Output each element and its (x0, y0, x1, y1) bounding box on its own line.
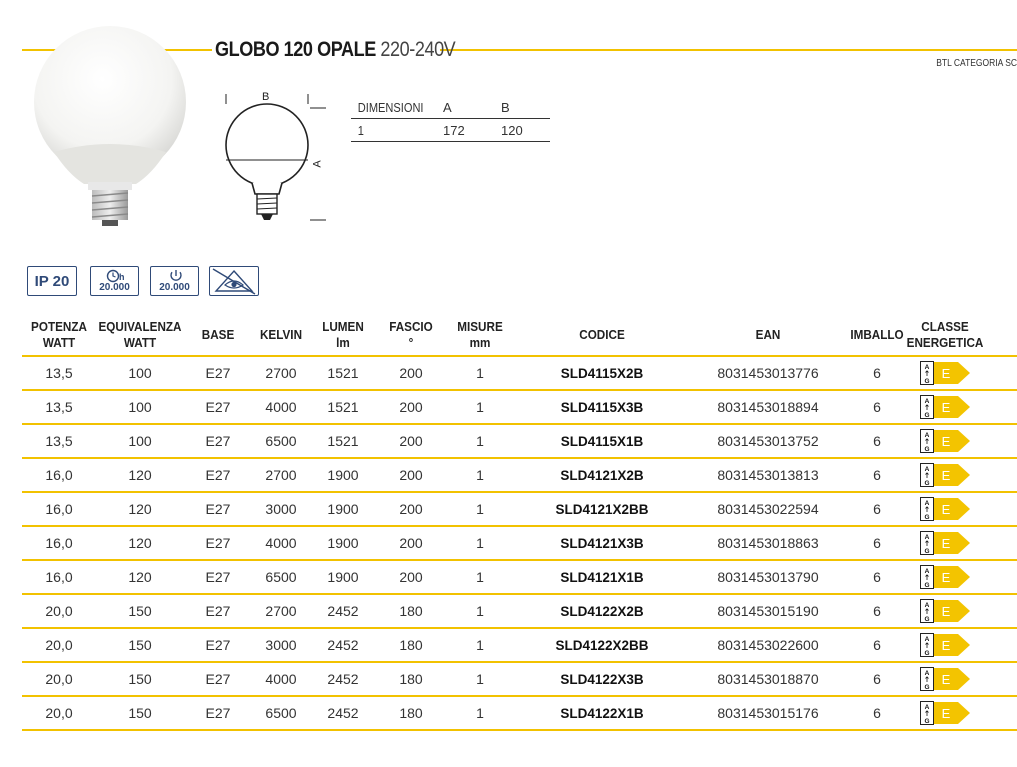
table-row (22, 627, 1017, 661)
codice-cell: SLD4121X2B (560, 467, 644, 483)
header-rule-right (440, 49, 1017, 51)
lumen-cell: 1521 (327, 365, 359, 381)
energy-scale-top: A (924, 466, 930, 473)
table-row (22, 491, 1017, 525)
svg-text:h: h (119, 272, 125, 282)
energy-scale-top: A (924, 568, 930, 575)
energy-class-label (920, 531, 972, 555)
energy-scale-bottom: G (924, 412, 930, 419)
energy-scale-bottom: G (924, 548, 930, 555)
misure-cell: 1 (476, 535, 484, 551)
misure-cell: 1 (476, 671, 484, 687)
kelvin-cell: 6500 (265, 569, 297, 585)
lumen-cell: 1521 (327, 399, 359, 415)
codice-cell: SLD4122X2BB (555, 637, 649, 653)
energy-scale-bottom: G (924, 616, 930, 623)
base-cell: E27 (205, 603, 231, 619)
fascio-cell: 200 (399, 501, 423, 517)
energy-scale-top: A (924, 534, 930, 541)
kelvin-cell: 2700 (265, 365, 297, 381)
potenza-cell: 16,0 (45, 569, 73, 585)
bulb-outline-icon (222, 90, 332, 225)
codice-cell: SLD4115X3B (560, 399, 644, 415)
imballo-cell: 6 (873, 637, 881, 653)
energy-scale-bottom: G (924, 718, 930, 725)
codice-cell: SLD4121X1B (560, 569, 644, 585)
energy-scale-bottom: G (924, 378, 930, 385)
energy-class-label (920, 395, 972, 419)
base-cell: E27 (205, 637, 231, 653)
base-cell: E27 (205, 433, 231, 449)
dimensions-table (351, 96, 550, 142)
codice-cell: SLD4115X1B (560, 433, 644, 449)
energy-class-letter: E (941, 706, 951, 721)
bulb-photo (32, 24, 188, 230)
energy-class-letter: E (941, 638, 951, 653)
product-table-body (22, 355, 1017, 731)
energy-class-label (920, 361, 972, 385)
kelvin-cell: 4000 (265, 671, 297, 687)
table-row (22, 525, 1017, 559)
energy-class-letter: E (941, 434, 951, 449)
ip-rating-badge: IP 20 (27, 266, 77, 296)
dimensions-cell: 120 (501, 122, 523, 138)
kelvin-cell: 2700 (265, 467, 297, 483)
misure-cell: 1 (476, 603, 484, 619)
ean-cell: 8031453013776 (717, 365, 819, 381)
product-table-header (22, 316, 1017, 354)
equivalenza-cell: 100 (128, 399, 152, 415)
product-name: GLOBO 120 OPALE (215, 38, 376, 61)
misure-cell: 1 (476, 433, 484, 449)
imballo-cell: 6 (873, 501, 881, 517)
energy-class-label (920, 429, 972, 453)
misure-cell: 1 (476, 501, 484, 517)
fascio-cell: 200 (399, 569, 423, 585)
codice-cell: SLD4115X2B (560, 365, 644, 381)
switching-cycles-value: 20.000 (159, 282, 190, 293)
energy-scale-bottom: G (924, 650, 930, 657)
base-cell: E27 (205, 399, 231, 415)
energy-scale-bottom: G (924, 582, 930, 589)
fascio-cell: 200 (399, 535, 423, 551)
kelvin-cell: 4000 (265, 399, 297, 415)
base-cell: E27 (205, 671, 231, 687)
energy-class-label (920, 633, 972, 657)
potenza-cell: 20,0 (45, 671, 73, 687)
dimension-diagram (222, 90, 332, 225)
lifetime-hours-value: 20.000 (99, 282, 130, 293)
energy-scale-top: A (924, 704, 930, 711)
codice-cell: SLD4121X2BB (555, 501, 649, 517)
potenza-cell: 16,0 (45, 467, 73, 483)
energy-class-letter: E (941, 536, 951, 551)
codice-cell: SLD4122X3B (560, 671, 644, 687)
codice-cell: SLD4121X3B (560, 535, 644, 551)
ean-cell: 8031453018863 (717, 535, 819, 551)
energy-class-label (920, 667, 972, 691)
kelvin-cell: 6500 (265, 705, 297, 721)
table-row (22, 457, 1017, 491)
header-lumen: LUMEN lm (322, 319, 364, 350)
ean-cell: 8031453018894 (717, 399, 819, 415)
header-kelvin: KELVIN (259, 327, 303, 342)
dimensions-header-cell: A (443, 99, 452, 115)
lifetime-hours-badge (90, 266, 139, 296)
lumen-cell: 2452 (327, 603, 359, 619)
header-fascio: FASCIO ° (389, 319, 433, 350)
energy-class-letter: E (941, 400, 951, 415)
energy-scale-top: A (924, 670, 930, 677)
lumen-cell: 1900 (327, 501, 359, 517)
energy-scale-bottom: G (924, 446, 930, 453)
base-cell: E27 (205, 467, 231, 483)
imballo-cell: 6 (873, 433, 881, 449)
energy-scale-top: A (924, 602, 930, 609)
header-ean: EAN (755, 327, 781, 342)
misure-cell: 1 (476, 637, 484, 653)
fascio-cell: 200 (399, 433, 423, 449)
kelvin-cell: 6500 (265, 433, 297, 449)
energy-scale-bottom: G (924, 684, 930, 691)
fascio-cell: 180 (399, 671, 423, 687)
header-imballo: IMBALLO (850, 327, 904, 342)
dimensions-row (351, 119, 550, 142)
product-voltage: 220-240V (380, 38, 456, 61)
potenza-cell: 16,0 (45, 501, 73, 517)
potenza-cell: 20,0 (45, 637, 73, 653)
energy-class-letter: E (941, 502, 951, 517)
energy-scale-top: A (924, 500, 930, 507)
fascio-cell: 180 (399, 705, 423, 721)
energy-class-label (920, 565, 972, 589)
energy-scale-top: A (924, 398, 930, 405)
table-row (22, 389, 1017, 423)
ean-cell: 8031453022600 (717, 637, 819, 653)
equivalenza-cell: 120 (128, 535, 152, 551)
equivalenza-cell: 150 (128, 705, 152, 721)
fascio-cell: 200 (399, 467, 423, 483)
imballo-cell: 6 (873, 399, 881, 415)
fascio-cell: 180 (399, 603, 423, 619)
kelvin-cell: 2700 (265, 603, 297, 619)
fascio-cell: 180 (399, 637, 423, 653)
header-base: BASE (201, 327, 235, 342)
category-label: BTL CATEGORIA SC (936, 58, 1017, 69)
energy-class-letter: E (941, 570, 951, 585)
codice-cell: SLD4122X1B (560, 705, 644, 721)
misure-cell: 1 (476, 399, 484, 415)
potenza-cell: 13,5 (45, 365, 73, 381)
dimensions-header (351, 96, 550, 119)
misure-cell: 1 (476, 467, 484, 483)
dimension-label-b: B (262, 91, 270, 103)
potenza-cell: 20,0 (45, 705, 73, 721)
energy-class-label (920, 701, 972, 725)
imballo-cell: 6 (873, 705, 881, 721)
base-cell: E27 (205, 501, 231, 517)
fascio-cell: 200 (399, 399, 423, 415)
imballo-cell: 6 (873, 365, 881, 381)
ean-cell: 8031453013790 (717, 569, 819, 585)
lumen-cell: 1521 (327, 433, 359, 449)
kelvin-cell: 3000 (265, 637, 297, 653)
lumen-cell: 2452 (327, 671, 359, 687)
header-equivalenza: EQUIVALENZA WATT (98, 319, 182, 350)
potenza-cell: 13,5 (45, 399, 73, 415)
do-not-stare-badge (209, 266, 259, 296)
equivalenza-cell: 100 (128, 433, 152, 449)
ean-cell: 8031453013752 (717, 433, 819, 449)
fascio-cell: 200 (399, 365, 423, 381)
misure-cell: 1 (476, 705, 484, 721)
kelvin-cell: 3000 (265, 501, 297, 517)
imballo-cell: 6 (873, 535, 881, 551)
table-row (22, 423, 1017, 457)
lumen-cell: 1900 (327, 569, 359, 585)
table-row (22, 695, 1017, 731)
lumen-cell: 2452 (327, 637, 359, 653)
dimensions-cell: 172 (443, 122, 465, 138)
table-row (22, 355, 1017, 389)
ean-cell: 8031453013813 (717, 467, 819, 483)
power-icon (166, 269, 186, 283)
lumen-cell: 1900 (327, 467, 359, 483)
header-classe-energetica: CLASSE ENERGETICA (906, 319, 984, 350)
base-cell: E27 (205, 535, 231, 551)
equivalenza-cell: 150 (128, 637, 152, 653)
potenza-cell: 13,5 (45, 433, 73, 449)
ean-cell: 8031453015190 (717, 603, 819, 619)
base-cell: E27 (205, 705, 231, 721)
equivalenza-cell: 120 (128, 467, 152, 483)
energy-class-letter: E (941, 672, 951, 687)
header-potenza: POTENZA WATT (31, 319, 87, 350)
energy-class-label (920, 463, 972, 487)
lumen-cell: 2452 (327, 705, 359, 721)
energy-scale-top: A (924, 636, 930, 643)
misure-cell: 1 (476, 569, 484, 585)
imballo-cell: 6 (873, 569, 881, 585)
energy-class-letter: E (941, 468, 951, 483)
misure-cell: 1 (476, 365, 484, 381)
table-row (22, 593, 1017, 627)
header-codice: CODICE (579, 327, 625, 342)
energy-scale-bottom: G (924, 514, 930, 521)
clock-icon (106, 269, 126, 283)
energy-class-label (920, 497, 972, 521)
table-row (22, 661, 1017, 695)
ean-cell: 8031453015176 (717, 705, 819, 721)
header-misure: MISURE mm (457, 319, 503, 350)
energy-scale-top: A (924, 432, 930, 439)
energy-class-letter: E (941, 604, 951, 619)
dimensions-header-cell: DIMENSIONI (357, 99, 424, 115)
table-row (22, 559, 1017, 593)
lumen-cell: 1900 (327, 535, 359, 551)
potenza-cell: 16,0 (45, 535, 73, 551)
base-cell: E27 (205, 365, 231, 381)
energy-scale-top: A (924, 364, 930, 371)
ean-cell: 8031453022594 (717, 501, 819, 517)
equivalenza-cell: 150 (128, 603, 152, 619)
ean-cell: 8031453018870 (717, 671, 819, 687)
base-cell: E27 (205, 569, 231, 585)
equivalenza-cell: 150 (128, 671, 152, 687)
imballo-cell: 6 (873, 467, 881, 483)
product-title (215, 38, 455, 62)
codice-cell: SLD4122X2B (560, 603, 644, 619)
dimensions-cell: 1 (357, 122, 364, 138)
equivalenza-cell: 120 (128, 569, 152, 585)
dimensions-header-cell: B (501, 99, 510, 115)
imballo-cell: 6 (873, 603, 881, 619)
potenza-cell: 20,0 (45, 603, 73, 619)
energy-class-letter: E (941, 366, 951, 381)
equivalenza-cell: 100 (128, 365, 152, 381)
dimension-label-a: A (311, 160, 324, 168)
energy-scale-bottom: G (924, 480, 930, 487)
switching-cycles-badge (150, 266, 199, 296)
equivalenza-cell: 120 (128, 501, 152, 517)
imballo-cell: 6 (873, 671, 881, 687)
kelvin-cell: 4000 (265, 535, 297, 551)
no-eye-icon (210, 267, 258, 295)
energy-class-label (920, 599, 972, 623)
